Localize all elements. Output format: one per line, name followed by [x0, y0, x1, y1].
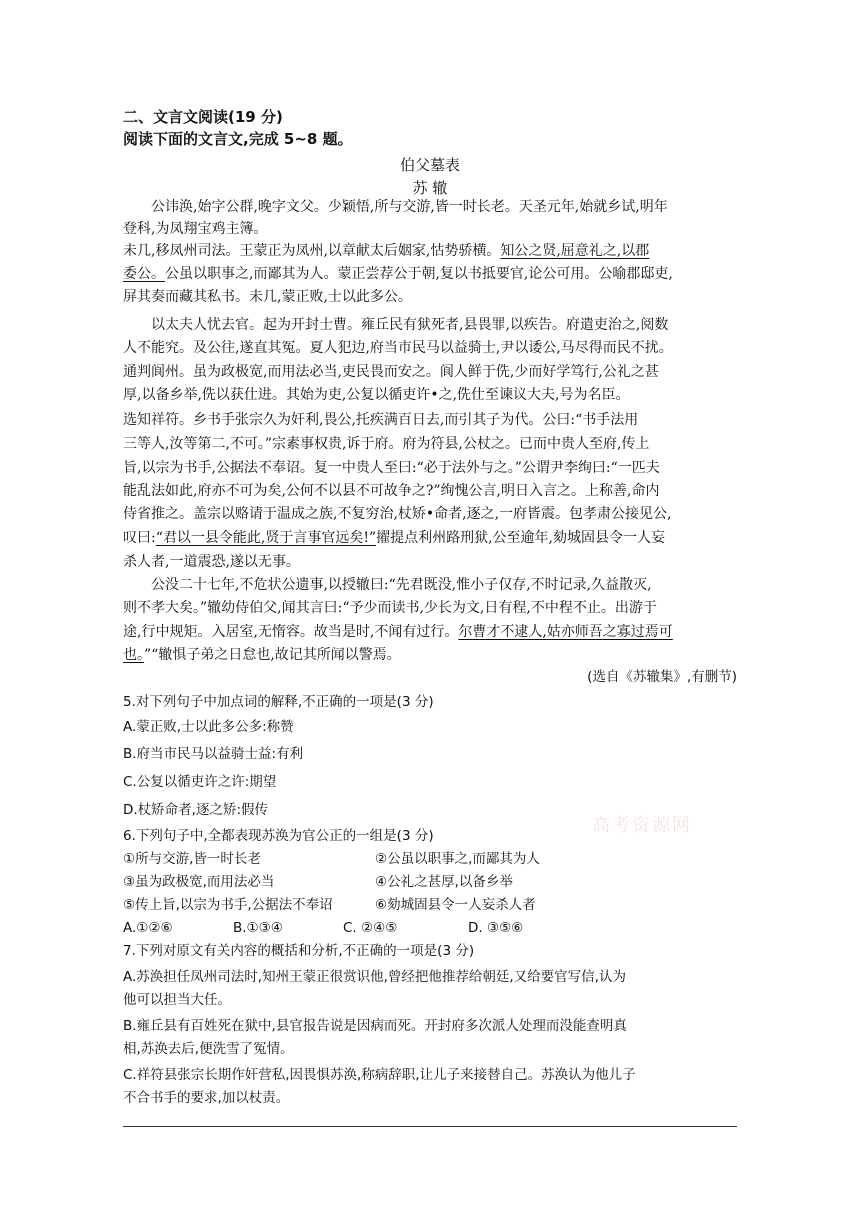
question-7-option-b-cont: 相,苏涣去后,便洗雪了冤情。 [123, 1041, 294, 1057]
passage-line: 未几,移凤州司法。王蒙正为凤州,以章献太后姻家,怙势骄横。知公之贤,屈意礼之,以郡 [123, 243, 650, 259]
underlined-sentence: “君以一县令能此,贤于言事官远矣!” [155, 530, 377, 546]
passage-line: 厚,以备乡举,侁以获仕进。其始为吏,公复以循吏许•之,侁仕至谏议大夫,号为名臣。 [123, 387, 630, 403]
question-6-choice-a: A.①②⑥ [123, 920, 173, 936]
passage-line: 登科,为凤翔宝鸡主簿。 [123, 221, 268, 237]
underlined-sentence: 委公。 [123, 266, 165, 282]
passage-line: 侍省推之。盖宗以赂请于温成之族,不复穷治,杖矫•命者,逐之,一府皆震。包孝肃公接见公, [123, 506, 672, 522]
question-7-option-c: C.祥符县张宗长期作奸营私,因畏惧苏涣,称病辞职,让儿子来接替自己。苏涣认为他儿子 [123, 1067, 636, 1083]
passage-line: 委公。公虽以职事之,而鄙其为人。蒙正尝荐公于朝,复以书抵要官,论公可用。公喻郡邸吏, [123, 266, 673, 282]
passage-line: 叹曰:“君以一县令能此,贤于言事官远矣!”擢提点利州路刑狱,公至逾年,劾城固县令一人妄 [123, 530, 666, 546]
page-divider [123, 1126, 737, 1127]
underlined-sentence: 知公之贤,屈意礼之,以郡 [500, 243, 650, 259]
question-6-items-row [123, 872, 737, 892]
question-7-option-a-cont: 他可以担当大任。 [123, 992, 231, 1008]
question-7-option-c-cont: 不合书手的要求,加以杖责。 [123, 1090, 290, 1106]
question-6-items-row [123, 895, 737, 915]
article-author: 苏 辙 [412, 179, 448, 197]
question-6-stem: 6.下列句子中,全都表现苏涣为官公正的一组是(3 分) [123, 828, 434, 844]
instruction: 阅读下面的文言文,完成 5~8 题。 [123, 130, 353, 148]
source-note: (选自《苏辙集》,有删节) [587, 669, 737, 685]
passage-line: 三等人,汝等第二,不可。”宗素事权贵,诉于府。府为符县,公杖之。已而中贵人至府,传上 [123, 436, 650, 452]
passage-line: 旨,以宗为书手,公据法不奉诏。复一中贵人至曰:“必于法外与之。”公谓尹李绚曰:“一匹夫 [123, 460, 660, 476]
question-5-option-c: C.公复以循吏许之许:期望 [123, 774, 277, 790]
question-6-item: ①所与交游,皆一时长老 [123, 851, 261, 867]
question-6-items-row [123, 849, 737, 869]
question-6-item: ③虽为政极宽,而用法必当 [123, 874, 275, 890]
question-6-choice-d: D. ③⑤⑥ [468, 920, 524, 936]
passage-line: 公没二十七年,不危状公遗事,以授辙曰:“先君既没,惟小子仅存,不时记录,久益散灭, [151, 577, 652, 593]
passage-line: 以太夫人忧去官。起为开封士曹。雍丘民有狱死者,县畏罪,以疾告。府遣吏治之,阅数 [151, 317, 669, 333]
question-5-option-a: A.蒙正败,士以此多公多:称赞 [123, 719, 294, 735]
question-7-option-a: A.苏涣担任凤州司法时,知州王蒙正很赏识他,曾经把他推荐给朝廷,又给要官写信,认为 [123, 969, 626, 985]
passage-line: 也。”“辙惧子弟之日怠也,故记其所闻以警焉。 [123, 647, 401, 663]
underlined-sentence: 也。 [123, 647, 144, 663]
watermark: 高考资源网 [592, 815, 692, 836]
underlined-sentence: 尔曹才不逮人,姑亦师吾之寡过焉可 [458, 624, 673, 640]
passage-line: 公讳涣,始字公群,晚字文父。少颖悟,所与交游,皆一时长老。天圣元年,始就乡试,明年 [151, 199, 668, 215]
passage-line: 屏其奏而藏其私书。未几,蒙正败,士以此多公。 [123, 289, 412, 305]
passage-line: 则不孝大矣。”辙幼侍伯父,闻其言曰:“予少而读书,少长为文,日有程,不中程不止。出游于 [123, 600, 657, 616]
question-6-choice-c: C. ②④⑤ [343, 920, 398, 936]
question-6-item: ④公礼之甚厚,以备乡举 [375, 874, 513, 890]
question-6-choice-b: B.①③④ [233, 920, 283, 936]
passage-line: 能乱法如此,府亦不可为矣,公何不以县不可故争之?”绚愧公言,明日入言之。上称善,命内 [123, 483, 660, 499]
passage-line: 通判阆州。虽为政极宽,而用法必当,吏民畏而安之。阆人鲜于侁,少而好学笃行,公礼之甚 [123, 364, 659, 380]
question-6-item: ⑥劾城固县令一人妄杀人者 [375, 897, 536, 913]
passage-line: 人不能究。及公往,遂直其冤。夏人犯边,府当市民马以益骑士,尹以诿公,马尽得而民不扰。 [123, 340, 673, 356]
article-title: 伯父墓表 [399, 156, 460, 174]
passage-line: 选知祥符。乡书手张宗久为奸利,畏公,托疾满百日去,而引其子为代。公曰:“书手法用 [123, 412, 639, 428]
question-6-choices [123, 918, 737, 938]
passage-line: 杀人者,一道震恐,遂以无事。 [123, 554, 300, 570]
section-title: 二、文言文阅读(19 分) [123, 108, 283, 126]
question-5-option-b: B.府当市民马以益骑士益:有利 [123, 746, 304, 762]
passage-line: 途,行中规矩。入居室,无惰容。故当是时,不闻有过行。尔曹才不逮人,姑亦师吾之寡过焉可 [123, 624, 673, 640]
question-7-stem: 7.下列对原文有关内容的概括和分析,不正确的一项是(3 分) [123, 943, 475, 959]
question-5-stem: 5.对下列句子中加点词的解释,不正确的一项是(3 分) [123, 694, 434, 710]
question-7-option-b: B.雍丘县有百姓死在狱中,县官报告说是因病而死。开封府多次派人处理而没能查明真 [123, 1018, 627, 1034]
question-5-option-d: D.杖矫命者,逐之矫:假传 [123, 802, 269, 818]
question-6-item: ⑤传上旨,以宗为书手,公据法不奉诏 [123, 897, 333, 913]
question-6-item: ②公虽以职事之,而鄙其为人 [375, 851, 540, 867]
